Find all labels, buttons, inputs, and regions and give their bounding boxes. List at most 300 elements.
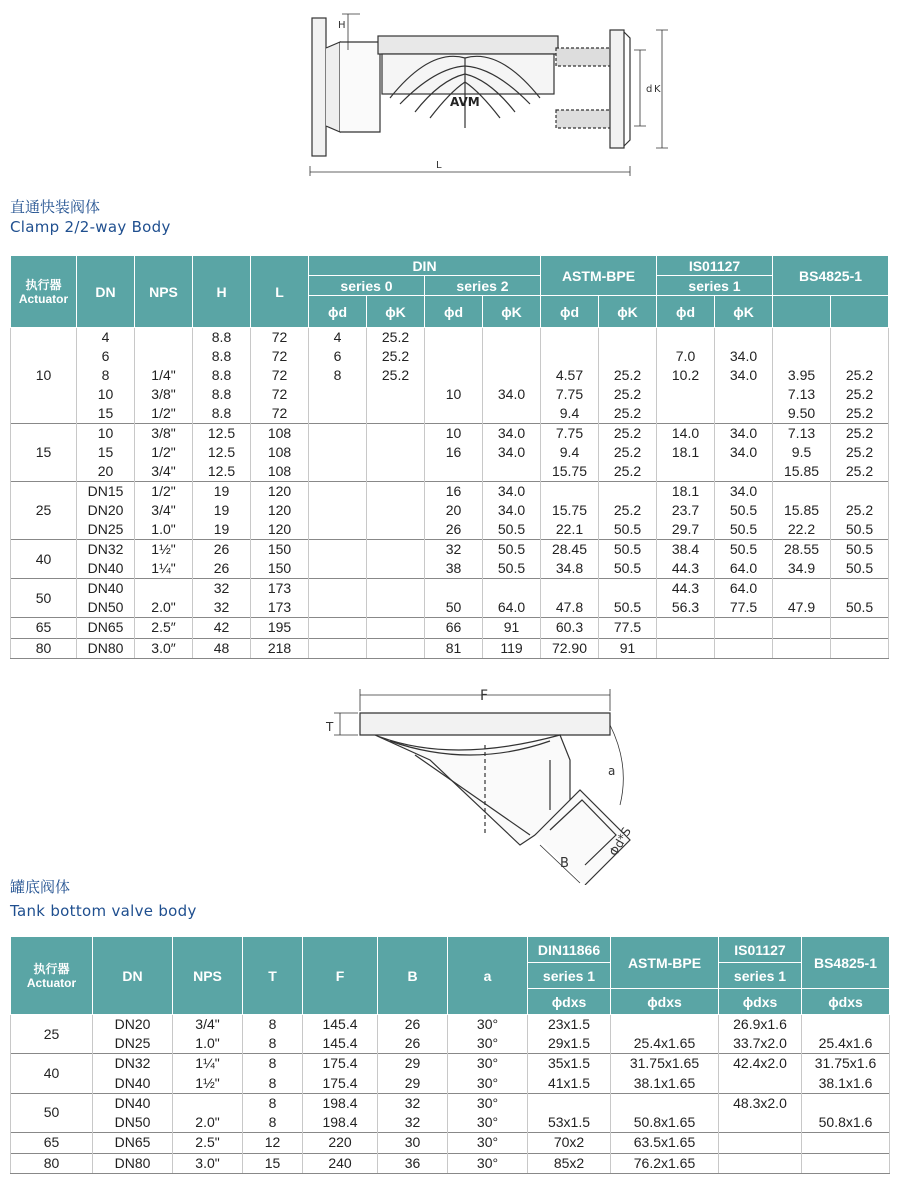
table-cell: DN25 <box>93 1034 173 1054</box>
table-cell <box>135 579 193 599</box>
table-cell <box>309 443 367 462</box>
table-cell: 14.0 <box>657 424 715 444</box>
table-cell: 120 <box>251 501 309 520</box>
table-cell: 8 <box>77 366 135 385</box>
table-cell: 72 <box>251 366 309 385</box>
table-cell: 56.3 <box>657 598 715 618</box>
table-cell: 34.9 <box>773 559 831 579</box>
table-cell: 3.0″ <box>135 638 193 659</box>
table-cell: 15.85 <box>773 501 831 520</box>
table-cell: DN80 <box>77 638 135 659</box>
table-cell: 2.0" <box>135 598 193 618</box>
section-title-zh: 直通快装阀体 <box>10 198 101 216</box>
actuator-cell: 25 <box>11 482 77 540</box>
table-cell: 38.1x1.6 <box>802 1074 890 1094</box>
table-cell <box>483 404 541 424</box>
table-cell: 12.5 <box>193 443 251 462</box>
table-cell: 77.5 <box>715 598 773 618</box>
table-cell: 42 <box>193 618 251 639</box>
header-a: a <box>448 937 528 1015</box>
header-phi-d: ϕd <box>425 296 483 328</box>
table-cell: 72 <box>251 347 309 366</box>
section-title-clamp <box>10 198 171 237</box>
table-cell: 48 <box>193 638 251 659</box>
table-cell: 2.5" <box>173 1133 243 1154</box>
table-cell: 12.5 <box>193 462 251 482</box>
table-cell: 63.5x1.65 <box>611 1133 719 1154</box>
header-empty <box>831 296 889 328</box>
table-cell: 50.5 <box>831 598 889 618</box>
table-cell: 38.4 <box>657 540 715 560</box>
table-cell: 25.2 <box>831 501 889 520</box>
table-cell: 34.0 <box>483 501 541 520</box>
table-cell <box>309 559 367 579</box>
header-din-series2: series 2 <box>425 276 541 296</box>
section-title-en: Tank bottom valve body <box>10 902 197 920</box>
table-cell: 8.8 <box>193 366 251 385</box>
table-cell: 3/4" <box>135 501 193 520</box>
clamp-body-drawing <box>290 8 670 178</box>
header-b: B <box>378 937 448 1015</box>
table-cell: 19 <box>193 501 251 520</box>
table-cell <box>309 598 367 618</box>
table-cell: 25.2 <box>599 501 657 520</box>
table-cell: 18.1 <box>657 443 715 462</box>
actuator-cell: 80 <box>11 1153 93 1174</box>
table-cell <box>425 328 483 348</box>
table-cell <box>802 1133 890 1154</box>
table-cell: 29 <box>378 1074 448 1094</box>
table-cell <box>309 579 367 599</box>
header-phi-dxs: ϕdxs <box>611 989 719 1015</box>
table-cell: 29x1.5 <box>528 1034 611 1054</box>
table-cell <box>657 404 715 424</box>
table-cell: 6 <box>309 347 367 366</box>
table-cell <box>719 1153 802 1174</box>
table-cell <box>773 618 831 639</box>
table-cell: 36 <box>378 1153 448 1174</box>
table-cell: 50.5 <box>715 520 773 540</box>
table-cell: DN40 <box>93 1093 173 1113</box>
table-cell: 1/4" <box>135 366 193 385</box>
table-cell: 8 <box>243 1074 303 1094</box>
table-cell: 23x1.5 <box>528 1015 611 1035</box>
table-cell: 1¼" <box>135 559 193 579</box>
table-cell: DN40 <box>77 579 135 599</box>
table-cell: 31.75x1.6 <box>802 1054 890 1074</box>
header-iso: IS01127 <box>657 256 773 276</box>
table-cell <box>541 482 599 502</box>
table-cell <box>541 579 599 599</box>
table-cell: 1½" <box>173 1074 243 1094</box>
table-row <box>11 598 889 618</box>
table-cell: 10 <box>77 385 135 404</box>
table-cell: DN32 <box>93 1054 173 1074</box>
table-cell: DN50 <box>77 598 135 618</box>
dim-label-f: F <box>480 688 489 704</box>
table-row <box>11 482 889 502</box>
table-cell <box>367 559 425 579</box>
table-cell: 60.3 <box>541 618 599 639</box>
header-iso: IS01127 <box>719 937 802 963</box>
table-cell: 25.2 <box>599 424 657 444</box>
table-cell <box>541 347 599 366</box>
table-cell <box>657 618 715 639</box>
table-row <box>11 501 889 520</box>
header-din-series1: series 1 <box>528 963 611 989</box>
table-cell <box>657 638 715 659</box>
table-cell: 25.2 <box>599 366 657 385</box>
table-cell: 150 <box>251 540 309 560</box>
table-row <box>11 404 889 424</box>
table-cell: 4 <box>309 328 367 348</box>
table-cell <box>831 347 889 366</box>
header-actuator: 执行器 Actuator <box>11 937 93 1015</box>
table-cell: 77.5 <box>599 618 657 639</box>
header-astm: ASTM-BPE <box>541 256 657 296</box>
table-cell: 16 <box>425 443 483 462</box>
table-cell: 50.5 <box>599 598 657 618</box>
table-cell: 3/8" <box>135 424 193 444</box>
table-cell: 41x1.5 <box>528 1074 611 1094</box>
actuator-cell: 50 <box>11 1093 93 1132</box>
table-cell <box>657 385 715 404</box>
header-h: H <box>193 256 251 328</box>
header-phi-k: ϕK <box>483 296 541 328</box>
table-row <box>11 1074 890 1094</box>
table-cell: 34.8 <box>541 559 599 579</box>
table-cell: 50.5 <box>831 540 889 560</box>
table-cell: 26 <box>193 559 251 579</box>
dim-label-a: a <box>608 764 616 778</box>
table-cell <box>715 385 773 404</box>
table-cell: 64.0 <box>715 559 773 579</box>
header-l: L <box>251 256 309 328</box>
table-cell: 12 <box>243 1133 303 1154</box>
table-cell: 22.2 <box>773 520 831 540</box>
header-bs: BS4825-1 <box>802 937 890 989</box>
table-cell: 1/2" <box>135 482 193 502</box>
table-cell: 30° <box>448 1054 528 1074</box>
header-bs: BS4825-1 <box>773 256 889 296</box>
table-cell: 108 <box>251 424 309 444</box>
table-cell: 195 <box>251 618 309 639</box>
table-cell: 7.0 <box>657 347 715 366</box>
table-cell <box>309 638 367 659</box>
table-cell <box>309 482 367 502</box>
table-cell: 44.3 <box>657 579 715 599</box>
table-cell: 10 <box>425 385 483 404</box>
table-cell <box>715 404 773 424</box>
table-cell <box>773 482 831 502</box>
table-cell: 7.75 <box>541 385 599 404</box>
table-cell: 50.5 <box>599 520 657 540</box>
table-cell: 25.2 <box>367 347 425 366</box>
header-phi-dxs: ϕdxs <box>528 989 611 1015</box>
table-cell: 3/8" <box>135 385 193 404</box>
table-cell: 25.2 <box>831 462 889 482</box>
table-cell: 3.0" <box>173 1153 243 1174</box>
header-din-series0: series 0 <box>309 276 425 296</box>
table-cell: 15 <box>243 1153 303 1174</box>
table-cell: 22.1 <box>541 520 599 540</box>
table-cell: 26 <box>425 520 483 540</box>
table-cell: 47.8 <box>541 598 599 618</box>
table-cell: 25.2 <box>599 385 657 404</box>
table-cell: 25.2 <box>599 404 657 424</box>
table-row <box>11 520 889 540</box>
table-cell: 120 <box>251 482 309 502</box>
actuator-cell: 40 <box>11 1054 93 1093</box>
table-cell <box>367 462 425 482</box>
table-cell <box>773 638 831 659</box>
header-t: T <box>243 937 303 1015</box>
table-row <box>11 638 889 659</box>
table-cell <box>425 462 483 482</box>
table-cell: 30° <box>448 1133 528 1154</box>
header-actuator: 执行器 Actuator <box>11 256 77 328</box>
table-cell: 35x1.5 <box>528 1054 611 1074</box>
table-cell: 34.0 <box>715 347 773 366</box>
table-row <box>11 1153 890 1174</box>
table-row <box>11 1054 890 1074</box>
table-cell: 32 <box>425 540 483 560</box>
table-cell: 9.4 <box>541 443 599 462</box>
header-din: DIN <box>309 256 541 276</box>
table-cell: 8 <box>243 1113 303 1133</box>
table-row <box>11 1034 890 1054</box>
table-cell <box>483 366 541 385</box>
table-cell: 10.2 <box>657 366 715 385</box>
table-cell: 76.2x1.65 <box>611 1153 719 1174</box>
actuator-cell: 40 <box>11 540 77 579</box>
table-cell: 20 <box>425 501 483 520</box>
table-cell: 50.5 <box>831 520 889 540</box>
table-cell: 25.2 <box>367 366 425 385</box>
table-row <box>11 618 889 639</box>
table-row <box>11 579 889 599</box>
table-cell: 50.5 <box>715 501 773 520</box>
table-row <box>11 462 889 482</box>
header-phi-k: ϕK <box>715 296 773 328</box>
table-cell <box>715 638 773 659</box>
actuator-cell: 25 <box>11 1015 93 1054</box>
header-iso-series1: series 1 <box>657 276 773 296</box>
table-cell: 25.2 <box>831 366 889 385</box>
table-cell: 20 <box>77 462 135 482</box>
table-cell: DN40 <box>93 1074 173 1094</box>
table-cell: 1.0" <box>135 520 193 540</box>
tank-bottom-table-rows <box>11 1015 890 1174</box>
table-cell: 2.5″ <box>135 618 193 639</box>
table-cell <box>367 443 425 462</box>
table-cell: 7.13 <box>773 385 831 404</box>
table-cell: 25.2 <box>367 328 425 348</box>
dim-label-t: T <box>326 720 334 734</box>
table-row <box>11 366 889 385</box>
table-cell <box>483 579 541 599</box>
table-cell: 7.13 <box>773 424 831 444</box>
header-phi-k: ϕK <box>367 296 425 328</box>
table-cell: 81 <box>425 638 483 659</box>
header-dn: DN <box>93 937 173 1015</box>
table-cell: 1¼" <box>173 1054 243 1074</box>
table-cell <box>599 579 657 599</box>
table-cell: 38 <box>425 559 483 579</box>
table-cell: 72 <box>251 328 309 348</box>
table-row <box>11 540 889 560</box>
table-cell: 8.8 <box>193 328 251 348</box>
table-cell <box>599 347 657 366</box>
table-cell: 145.4 <box>303 1015 378 1035</box>
table-cell <box>611 1093 719 1113</box>
table-cell <box>541 328 599 348</box>
table-cell: 26 <box>193 540 251 560</box>
table-cell <box>802 1015 890 1035</box>
table-cell <box>611 1015 719 1035</box>
table-row <box>11 347 889 366</box>
table-cell: 72.90 <box>541 638 599 659</box>
table-cell <box>367 520 425 540</box>
table-cell: 32 <box>193 579 251 599</box>
table-cell <box>773 347 831 366</box>
actuator-cell: 80 <box>11 638 77 659</box>
table-cell <box>367 501 425 520</box>
table-cell <box>831 579 889 599</box>
table-cell <box>719 1074 802 1094</box>
table-cell <box>367 598 425 618</box>
table-cell: 50.8x1.65 <box>611 1113 719 1133</box>
table-cell: 15.85 <box>773 462 831 482</box>
table-cell: 3/4" <box>135 462 193 482</box>
table-cell: 25.2 <box>831 385 889 404</box>
table-cell <box>367 618 425 639</box>
header-iso-series1: series 1 <box>719 963 802 989</box>
table-cell: 2.0" <box>173 1113 243 1133</box>
table-cell: 108 <box>251 443 309 462</box>
table-cell <box>309 618 367 639</box>
table-cell: 50.5 <box>831 559 889 579</box>
table-cell: 50.8x1.6 <box>802 1113 890 1133</box>
table-cell: 6 <box>77 347 135 366</box>
brand-mark: AVM <box>450 95 480 109</box>
table-cell <box>773 579 831 599</box>
table-cell <box>831 482 889 502</box>
table-cell: 12.5 <box>193 424 251 444</box>
table-row <box>11 1015 890 1035</box>
section-title-zh: 罐底阀体 <box>10 878 71 896</box>
table-cell <box>309 462 367 482</box>
table-cell <box>367 579 425 599</box>
table-cell: 145.4 <box>303 1034 378 1054</box>
table-cell <box>173 1093 243 1113</box>
table-cell <box>135 328 193 348</box>
table-cell <box>367 404 425 424</box>
table-cell: 34.0 <box>715 424 773 444</box>
table-cell: 38.1x1.65 <box>611 1074 719 1094</box>
table-cell: 50.5 <box>483 520 541 540</box>
table-cell <box>367 385 425 404</box>
header-astm: ASTM-BPE <box>611 937 719 989</box>
table-cell <box>483 347 541 366</box>
table-cell: 19 <box>193 482 251 502</box>
table-cell: 29 <box>378 1054 448 1074</box>
table-cell: DN65 <box>93 1133 173 1154</box>
table-row <box>11 1113 890 1133</box>
table-cell: 29.7 <box>657 520 715 540</box>
table-cell: 18.1 <box>657 482 715 502</box>
actuator-cell: 15 <box>11 424 77 482</box>
table-cell: 25.2 <box>599 462 657 482</box>
table-cell: 50.5 <box>483 559 541 579</box>
table-cell <box>309 540 367 560</box>
table-cell: DN20 <box>93 1015 173 1035</box>
table-cell: 240 <box>303 1153 378 1174</box>
table-cell: 1.0" <box>173 1034 243 1054</box>
table-cell: 47.9 <box>773 598 831 618</box>
table-cell <box>657 462 715 482</box>
table-cell: 15 <box>77 404 135 424</box>
table-cell: 25.4x1.65 <box>611 1034 719 1054</box>
table-cell: 34.0 <box>715 366 773 385</box>
table-cell <box>715 328 773 348</box>
header-nps: NPS <box>135 256 193 328</box>
table-cell: 119 <box>483 638 541 659</box>
table-cell: 50.5 <box>599 540 657 560</box>
table-cell <box>425 404 483 424</box>
table-cell <box>425 347 483 366</box>
header-din: DIN11866 <box>528 937 611 963</box>
table-cell: 3.95 <box>773 366 831 385</box>
table-cell <box>367 424 425 444</box>
clamp-body-table-rows <box>11 328 889 659</box>
table-cell: 28.55 <box>773 540 831 560</box>
table-cell: 220 <box>303 1133 378 1154</box>
table-cell: 50.5 <box>715 540 773 560</box>
table-cell: 34.0 <box>715 443 773 462</box>
table-cell <box>367 638 425 659</box>
table-cell <box>309 424 367 444</box>
table-cell: 33.7x2.0 <box>719 1034 802 1054</box>
table-row <box>11 328 889 348</box>
table-cell: 53x1.5 <box>528 1113 611 1133</box>
table-cell: 25.4x1.6 <box>802 1034 890 1054</box>
table-row <box>11 1093 890 1113</box>
table-row <box>11 559 889 579</box>
table-cell: 8.8 <box>193 385 251 404</box>
table-cell: 8.8 <box>193 347 251 366</box>
actuator-cell: 50 <box>11 579 77 618</box>
table-cell: 25.2 <box>831 443 889 462</box>
table-cell: 30° <box>448 1093 528 1113</box>
table-cell <box>483 462 541 482</box>
table-cell: 4.57 <box>541 366 599 385</box>
table-cell <box>135 347 193 366</box>
table-cell: 150 <box>251 559 309 579</box>
table-cell: 64.0 <box>483 598 541 618</box>
table-row <box>11 443 889 462</box>
table-cell: 25.2 <box>831 424 889 444</box>
table-cell <box>715 618 773 639</box>
table-cell: DN65 <box>77 618 135 639</box>
table-cell: 31.75x1.65 <box>611 1054 719 1074</box>
table-cell: 4 <box>77 328 135 348</box>
table-cell: 30 <box>378 1133 448 1154</box>
table-cell: 30° <box>448 1153 528 1174</box>
table-cell: 30° <box>448 1113 528 1133</box>
table-cell: DN50 <box>93 1113 173 1133</box>
table-cell <box>657 328 715 348</box>
